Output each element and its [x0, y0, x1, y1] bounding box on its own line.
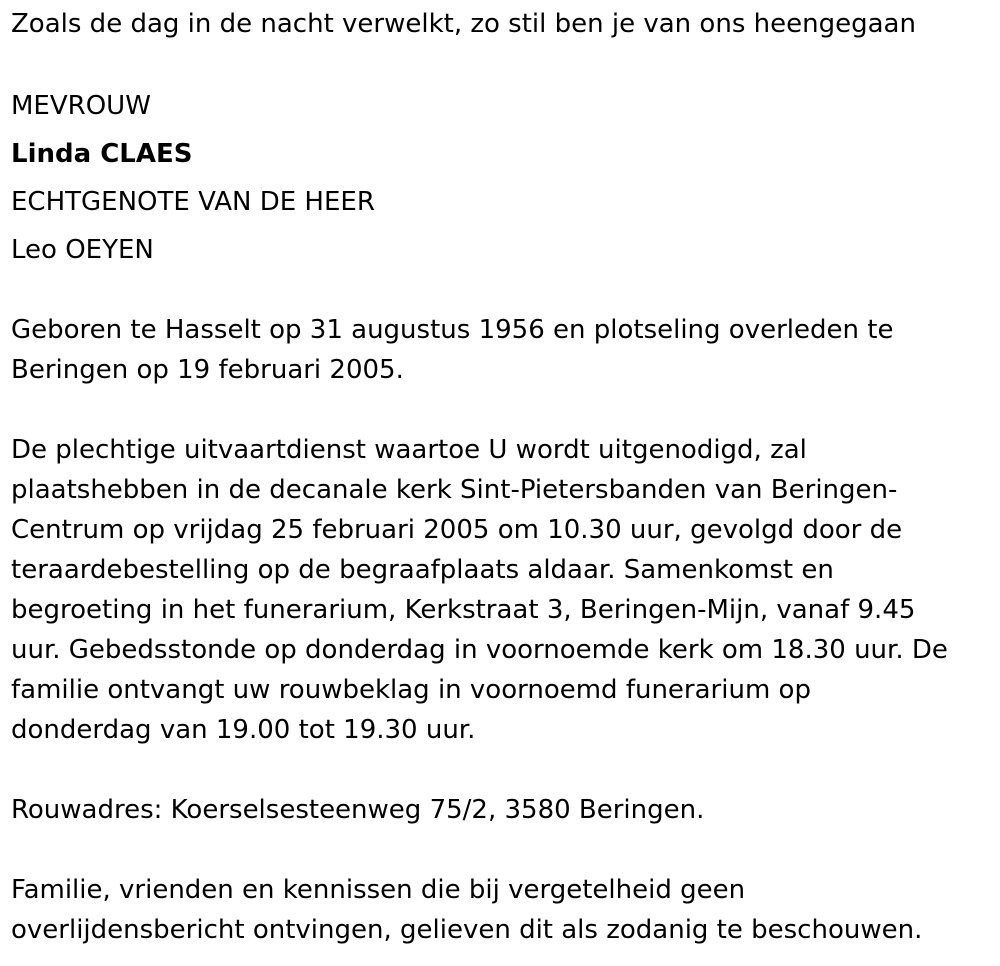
text-line: overlijdensbericht ontvingen, gelieven dit als zodanig te beschouwen. — [11, 915, 923, 945]
text-line: Familie, vrienden en kennissen die bij vergetelheid geen — [11, 875, 746, 905]
relation-label: ECHTGENOTE VAN DE HEER — [11, 187, 375, 217]
text-line: familie ontvangt uw rouwbeklag in voornoemd funerarium op — [11, 675, 811, 705]
mourning-address: Rouwadres: Koerselsesteenweg 75/2, 3580 Beringen. — [11, 795, 705, 825]
text-line: Beringen op 19 februari 2005. — [11, 355, 404, 385]
text-line: uur. Gebedsstonde op donderdag in voornoemde kerk om 18.30 uur. De — [11, 635, 948, 665]
honorific: MEVROUW — [11, 91, 151, 121]
address-paragraph — [11, 790, 986, 830]
text-line: plaatshebben in de decanale kerk Sint-Pietersbanden van Beringen- — [11, 475, 898, 505]
intro-verse: Zoals de dag in de nacht verwelkt, zo stil ben je van ons heengegaan — [11, 9, 916, 39]
spouse-name: Leo OEYEN — [11, 235, 154, 265]
closing-paragraph — [11, 870, 986, 950]
text-line: Geboren te Hasselt op 31 augustus 1956 en plotseling overleden te — [11, 315, 894, 345]
service-paragraph — [11, 430, 986, 750]
text-line: begroeting in het funerarium, Kerkstraat 3, Beringen-Mijn, vanaf 9.45 — [11, 595, 916, 625]
text-line: teraardebestelling op de begraafplaats aldaar. Samenkomst en — [11, 555, 834, 585]
text-line: De plechtige uitvaartdienst waartoe U wordt uitgenodigd, zal — [11, 435, 807, 465]
deceased-name: Linda CLAES — [11, 139, 193, 169]
text-line: Centrum op vrijdag 25 februari 2005 om 10.30 uur, gevolgd door de — [11, 515, 903, 545]
birth-death-paragraph — [11, 310, 986, 390]
text-line: donderdag van 19.00 tot 19.30 uur. — [11, 715, 476, 745]
